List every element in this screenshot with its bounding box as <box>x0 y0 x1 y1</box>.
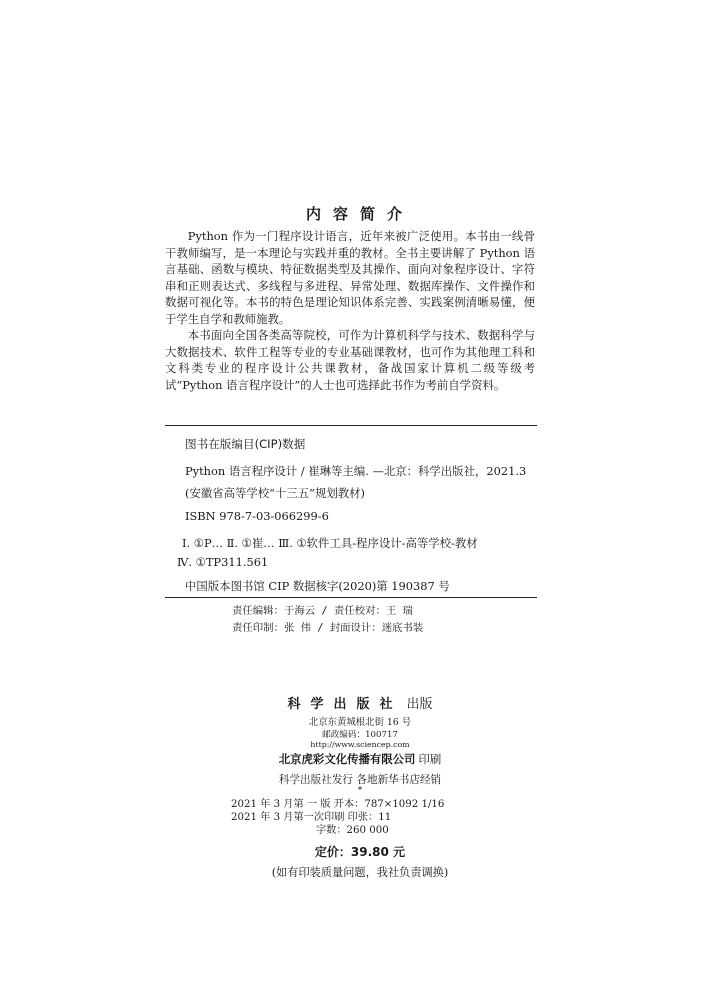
quality-note: (如有印装质量问题，我社负责调换) <box>271 866 449 879</box>
publisher-url: http://www.sciencep.com <box>310 740 410 749</box>
publisher-name: 科学出版社 <box>287 697 403 712</box>
cip-line: (安徽省高等学校“十三五”规划教材) <box>185 486 366 500</box>
editor-credits: 责任印制：张 伟 / 封面设计：迷底书装 <box>232 622 424 634</box>
summary-paragraph: 本书面向全国各类高等院校，可作为计算机科学与技术、数据科学与大数据技术、软件工程等专业的专业基础课教材，也可作为其他理工科和文科类专业的程序设计公共课教材，备战国家计算机二级等级考试“Python 语言程序设计”的人士也可选择此书作为考前自学资料。 <box>165 328 535 392</box>
printing-line: 2021 年 3 月第一次印刷 印张：11 <box>231 812 392 823</box>
word-count: 字数：260 000 <box>316 825 389 836</box>
cip-heading: 图书在版编目(CIP)数据 <box>185 437 306 451</box>
cip-record-number: 中国版本图书馆 CIP 数据核字(2020)第 190387 号 <box>185 579 450 593</box>
editor-credits: 责任编辑：于海云 / 责任校对：王 瑞 <box>232 605 413 617</box>
cip-top-rule <box>165 425 537 426</box>
printer-suffix: 印刷 <box>418 752 442 766</box>
cip-isbn: ISBN 978-7-03-066299-6 <box>185 509 329 523</box>
printer-line <box>0 751 720 767</box>
printer-name: 北京虎彩文化传播有限公司 <box>278 752 416 766</box>
cip-classification: Ⅰ. ①P… Ⅱ. ①崔… Ⅲ. ①软件工具-程序设计-高等学校-教材 <box>182 536 478 550</box>
summary-paragraph: Python 作为一门程序设计语言，近年来被广泛使用。本书由一线骨干教师编写，是一本理论与实践并重的教材。全书主要讲解了 Python 语言基础、函数与模块、特征数据类型及其操作、面向对象程序设计、字符串和正则表达式、多线程与多进程、异常处理、数据库操作、文件操作和数据可视化等。本书的特色是理论知识体系完善、实践案例清晰易懂，便于学生自学和教师施教。 <box>165 229 535 326</box>
publisher-address: 北京东黄城根北街 16 号 <box>308 717 412 728</box>
publisher-line <box>0 693 720 712</box>
publisher-suffix: 出版 <box>406 697 433 712</box>
cip-bottom-rule <box>165 597 537 598</box>
edition-line: 2021 年 3 月第 一 版 开本：787×1092 1/16 <box>231 799 445 810</box>
star-icon: * <box>357 786 363 796</box>
summary-title: 内容简介 <box>305 205 414 223</box>
distribution-line: 科学出版社发行 各地新华书店经销 <box>278 774 442 786</box>
price: 定价：39.80 元 <box>314 845 406 859</box>
cip-line: Python 语言程序设计 / 崔琳等主编. —北京：科学出版社，2021.3 <box>185 464 527 478</box>
publisher-zipcode: 邮政编码：100717 <box>322 730 398 740</box>
cip-classification: Ⅳ. ①TP311.561 <box>177 555 269 569</box>
